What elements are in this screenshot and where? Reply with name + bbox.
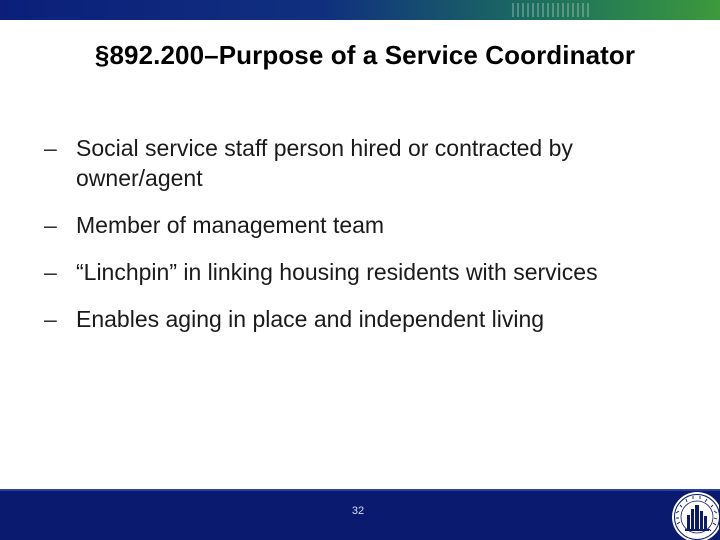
hud-seal-icon — [667, 489, 719, 540]
bullet-text: Social service staff person hired or contracted by owner/agent — [76, 135, 573, 191]
bullet-marker: – — [44, 212, 57, 238]
bullet-marker: – — [44, 259, 57, 285]
header-bar — [0, 0, 720, 20]
bullet-text: Member of management team — [76, 212, 385, 238]
bullet-text: Enables aging in place and independent living — [76, 306, 545, 332]
header-pattern — [512, 3, 592, 17]
list-item — [44, 210, 684, 240]
bullet-text: “Linchpin” in linking housing residents with services — [76, 259, 598, 285]
list-item — [44, 133, 684, 193]
bullet-list — [44, 133, 684, 351]
bullet-marker: – — [44, 135, 57, 161]
page-number: 32 — [351, 505, 365, 517]
list-item — [44, 304, 684, 334]
slide-title: §892.200–Purpose of a Service Coordinator — [94, 40, 636, 70]
bullet-marker: – — [44, 306, 57, 332]
list-item — [44, 257, 684, 287]
